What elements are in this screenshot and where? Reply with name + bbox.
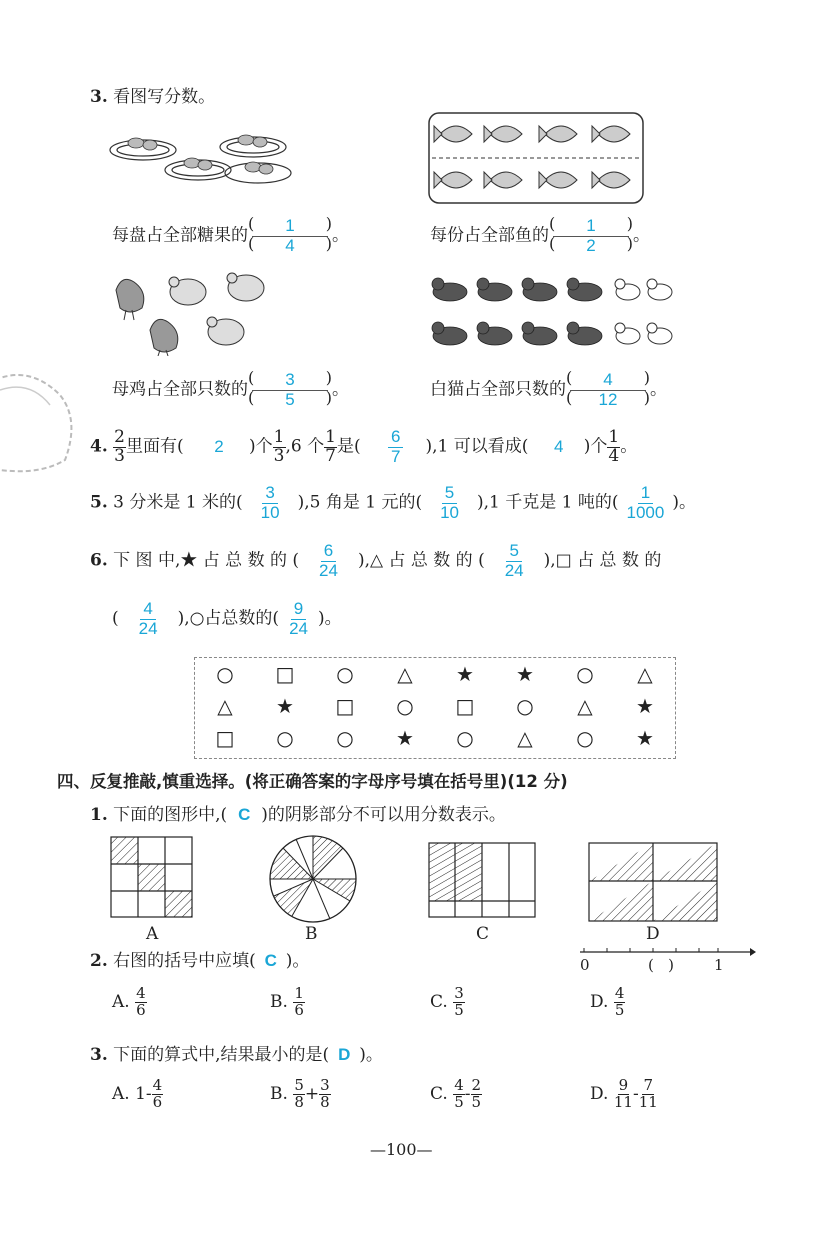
q6-text-2: ),△ 占 总 数 的 ( [357,550,485,571]
grid-shape: ★ [456,662,474,686]
s4q1-number: 1. [90,805,108,825]
q6-shape-grid [194,657,676,759]
q5-number: 5. [90,492,108,513]
q4-fraction-4 [607,426,620,466]
q4-f2-den: 3 [273,445,285,466]
grid-shape: ★ [516,662,534,686]
s4q3-option-b [270,1078,331,1111]
figure-b [268,834,358,929]
s4q3-a-num: 4 [152,1076,163,1094]
q4-f3-num: 1 [325,426,336,447]
s4q3-b-label: B. [270,1083,288,1104]
option-c-num: 3 [454,984,464,1002]
s4q3-option-a [112,1078,163,1111]
grid-shape: △ [397,662,413,686]
s4q3-d-den2: 11 [638,1092,658,1111]
option-c-den: 5 [454,1000,464,1019]
q3a-answer-fraction: ( ) 1 ( ) 4 [248,214,332,255]
q6-number: 6. [90,550,108,571]
q3c-answer-fraction: ( ) 3 ( ) 5 [248,368,332,409]
option-b-fraction [293,986,305,1019]
q3c-numerator: 3 [285,370,295,389]
option-d-label: D. [590,991,609,1012]
s4q3-a-label: A. [112,1083,130,1104]
q3b-text: 每份占全部鱼的 [430,225,549,246]
s4q3-c-operator: - [464,1083,471,1104]
q3a-numerator: 1 [285,216,295,235]
watermark-stamp [0,360,80,480]
s4q3-b-operator: + [304,1083,320,1104]
q3c-end: 。 [332,379,349,400]
q6-a3-num: 4 [140,600,155,620]
grid-shape: △ [637,662,653,686]
s4q2-line [90,946,309,971]
q4-text-7: 。 [620,436,638,457]
option-a-num: 4 [136,984,146,1002]
q4-fraction-1 [113,426,126,466]
grid-shape: △ [577,694,593,718]
q3c-line [112,370,349,410]
q3b-answer-fraction: ( ) 1 ( ) 2 [549,214,633,255]
q3-number: 3. [90,87,108,107]
s4q3-d-fraction-2 [639,1078,658,1111]
option-d-den: 5 [614,1000,625,1019]
figure-c-label: C [476,924,490,944]
q5-text-3: ),1 千克是 1 吨的( [477,492,619,513]
q4-text-3: ,6 个 [285,436,325,457]
s4q3-c-fraction-1 [453,1078,465,1111]
q5-a3-num: 1 [638,484,653,504]
s4q2-option-c [430,986,465,1019]
s4q1-text-1: 下面的图形中,( [113,805,228,825]
q5-text-1: 3 分米是 1 米的( [113,492,243,513]
s4q3-c-den2: 5 [471,1092,482,1111]
q4-f4-den: 4 [608,445,620,466]
q6-a4-den: 24 [289,618,308,638]
s4q3-d-den1: 11 [613,1092,633,1111]
q5-a1-num: 3 [262,484,277,504]
fish-box-image [428,112,644,209]
q6-line-1 [90,542,661,580]
q6-a2-num: 5 [506,542,521,562]
grid-shape: ○ [336,726,354,750]
s4q3-c-den1: 5 [454,1092,464,1111]
grid-shape: □ [455,694,475,718]
q4-text-6: )个 [583,436,608,457]
q3c-denominator: 5 [285,390,295,409]
option-d-num: 4 [614,984,625,1002]
option-a-den: 6 [136,1000,146,1019]
s4q2-number: 2. [90,951,108,971]
q4-f1-den: 3 [114,445,125,466]
q3d-numerator: 4 [603,370,613,389]
chickens-image [108,270,270,361]
option-b-label: B. [270,991,288,1012]
q3d-denominator: 12 [598,390,618,409]
option-d-fraction [614,986,626,1019]
s4q3-d-fraction-1 [614,1078,633,1111]
q3a-text: 每盘占全部糖果的 [112,225,248,246]
q5-a2-den: 10 [440,502,459,522]
s4q3-answer: D [338,1045,351,1064]
grid-shape: □ [335,694,355,718]
q6-answer-4 [289,600,308,638]
q5-answer-1 [261,484,280,522]
number-line-zero: 0 [580,956,590,974]
q3-title: 看图写分数。 [113,87,216,107]
q6-text-3: ),□ 占 总 数 的 [543,550,662,571]
q4-answer-1: 2 [214,436,224,456]
grid-shape: ○ [336,662,354,686]
candy-plates-image [108,125,293,195]
q4-a2-num: 6 [388,428,403,448]
cats-image [428,270,678,361]
grid-shape: △ [517,726,533,750]
s4q3-option-d [590,1078,658,1111]
s4q2-option-b [270,986,305,1019]
option-c-fraction [453,986,465,1019]
s4q3-b-num2: 3 [320,1076,330,1094]
s4q3-number: 3. [90,1045,108,1065]
q3b-denominator: 2 [586,236,596,255]
q3d-answer-fraction: ( ) 4 ( ) 12 [566,368,650,409]
grid-shape: ○ [396,694,414,718]
s4q3-d-operator: - [632,1083,639,1104]
grid-shape: ○ [276,726,294,750]
figure-a [110,836,194,923]
s4q3-b-num1: 5 [294,1076,304,1094]
q6-a3-den: 24 [138,618,158,638]
s4q3-line [90,1040,383,1065]
q3a-denominator: 4 [285,236,295,255]
q3d-end: 。 [650,379,667,400]
q6-a2-den: 24 [504,560,524,580]
q6-line-2 [112,600,342,638]
grid-shape: △ [217,694,233,718]
q4-a2-den: 7 [391,446,401,466]
figure-b-label: B [305,924,318,944]
q5-answer-3 [627,484,665,522]
option-a-label: A. [112,991,130,1012]
q4-text-1: 里面有( [125,436,184,457]
q3d-text: 白猫占全部只数的 [430,379,566,400]
q3b-end: 。 [633,225,650,246]
q3a-end: 。 [332,225,349,246]
s4q3-text-2: )。 [359,1045,383,1065]
s4q3-d-num1: 9 [618,1076,629,1094]
q6-a4-num: 9 [291,600,306,620]
q4-number: 4. [90,436,108,457]
s4q3-option-c [430,1078,482,1111]
q5-a1-den: 10 [260,502,280,522]
q4-fraction-3 [324,426,337,466]
q4-text-4: 是( [336,436,361,457]
option-c-label: C. [430,991,448,1012]
s4q2-text-1: 右图的括号中应填( [113,951,256,971]
s4q1-line [90,800,506,825]
s4q3-c-fraction-2 [471,1078,483,1111]
option-b-num: 1 [294,984,304,1002]
q6-text-5: ),○占总数的( [177,608,280,629]
s4q3-a-prefix: 1- [135,1083,152,1104]
grid-shape: ★ [396,726,414,750]
s4q2-option-d [590,986,625,1019]
q4-text-5: ),1 可以看成( [425,436,529,457]
grid-shape: ○ [216,662,234,686]
s4q1-answer: C [238,805,251,824]
q4-line [90,428,637,466]
figure-a-label: A [146,924,159,944]
s4q2-option-a [112,986,147,1019]
grid-shape: ★ [276,694,294,718]
s4q3-b-fraction-1 [293,1078,305,1111]
option-b-den: 6 [294,1000,304,1019]
s4q3-b-den1: 8 [294,1092,304,1111]
s4q3-c-label: C. [430,1083,448,1104]
q4-answer-3: 4 [554,436,564,456]
number-line-blank: ( ) [648,956,675,974]
s4q3-c-num1: 4 [454,1076,464,1094]
q3b-line [430,216,650,256]
grid-shape: ○ [516,694,534,718]
figure-d-label: D [646,924,660,944]
grid-shape: □ [275,662,295,686]
q6-answer-3 [139,600,158,638]
grid-shape: ○ [456,726,474,750]
q5-a2-num: 5 [442,484,457,504]
q4-text-2: )个 [249,436,273,457]
q5-answer-2 [440,484,459,522]
grid-shape: ○ [576,726,594,750]
q4-fraction-2 [273,426,286,466]
q6-answer-2 [505,542,524,580]
q6-answer-1 [319,542,338,580]
s4q3-a-fraction [152,1078,164,1111]
s4q3-c-num2: 2 [471,1076,482,1094]
q6-a1-den: 24 [319,560,338,580]
page-number: —100— [370,1140,433,1159]
q3c-text: 母鸡占全部只数的 [112,379,248,400]
number-line-one: 1 [714,956,724,974]
grid-shape: ○ [576,662,594,686]
q5-a3-den: 1000 [626,502,665,522]
s4q2-answer: C [264,951,277,970]
q4-f2-num: 1 [273,426,285,447]
q4-f3-den: 7 [325,445,336,466]
option-a-fraction [135,986,147,1019]
grid-shape: ★ [636,726,654,750]
q3-heading [90,82,215,107]
figure-c [428,842,536,923]
s4q3-d-num2: 7 [643,1076,653,1094]
q6-text-6: )。 [318,608,342,629]
q3a-line [112,216,349,256]
q4-f1-num: 2 [114,426,125,447]
grid-shape: ★ [636,694,654,718]
s4q3-a-den: 6 [152,1092,163,1111]
q5-line [90,484,696,522]
q4-answer-2 [388,428,403,466]
q6-text-1: 下 图 中,★ 占 总 数 的 ( [113,550,300,571]
s4q1-text-2: )的阴影部分不可以用分数表示。 [261,805,506,825]
q5-text-2: ),5 角是 1 元的( [297,492,423,513]
s4q3-text-1: 下面的算式中,结果最小的是( [113,1045,330,1065]
q3d-line [430,370,667,410]
q4-f4-num: 1 [608,426,620,447]
q6-a1-num: 6 [321,542,336,562]
s4q3-b-fraction-2 [319,1078,331,1111]
s4q2-text-2: )。 [285,951,310,971]
s4q3-b-den2: 8 [320,1092,330,1111]
section4-title: 四、反复推敲,慎重选择。(将正确答案的字母序号填在括号里)(12 分) [57,772,568,791]
q3b-numerator: 1 [586,216,596,235]
q6-text-4: ( [112,608,119,629]
q5-text-4: )。 [672,492,696,513]
figure-d [588,842,718,927]
s4q3-d-label: D. [590,1083,609,1104]
grid-shape: □ [215,726,235,750]
